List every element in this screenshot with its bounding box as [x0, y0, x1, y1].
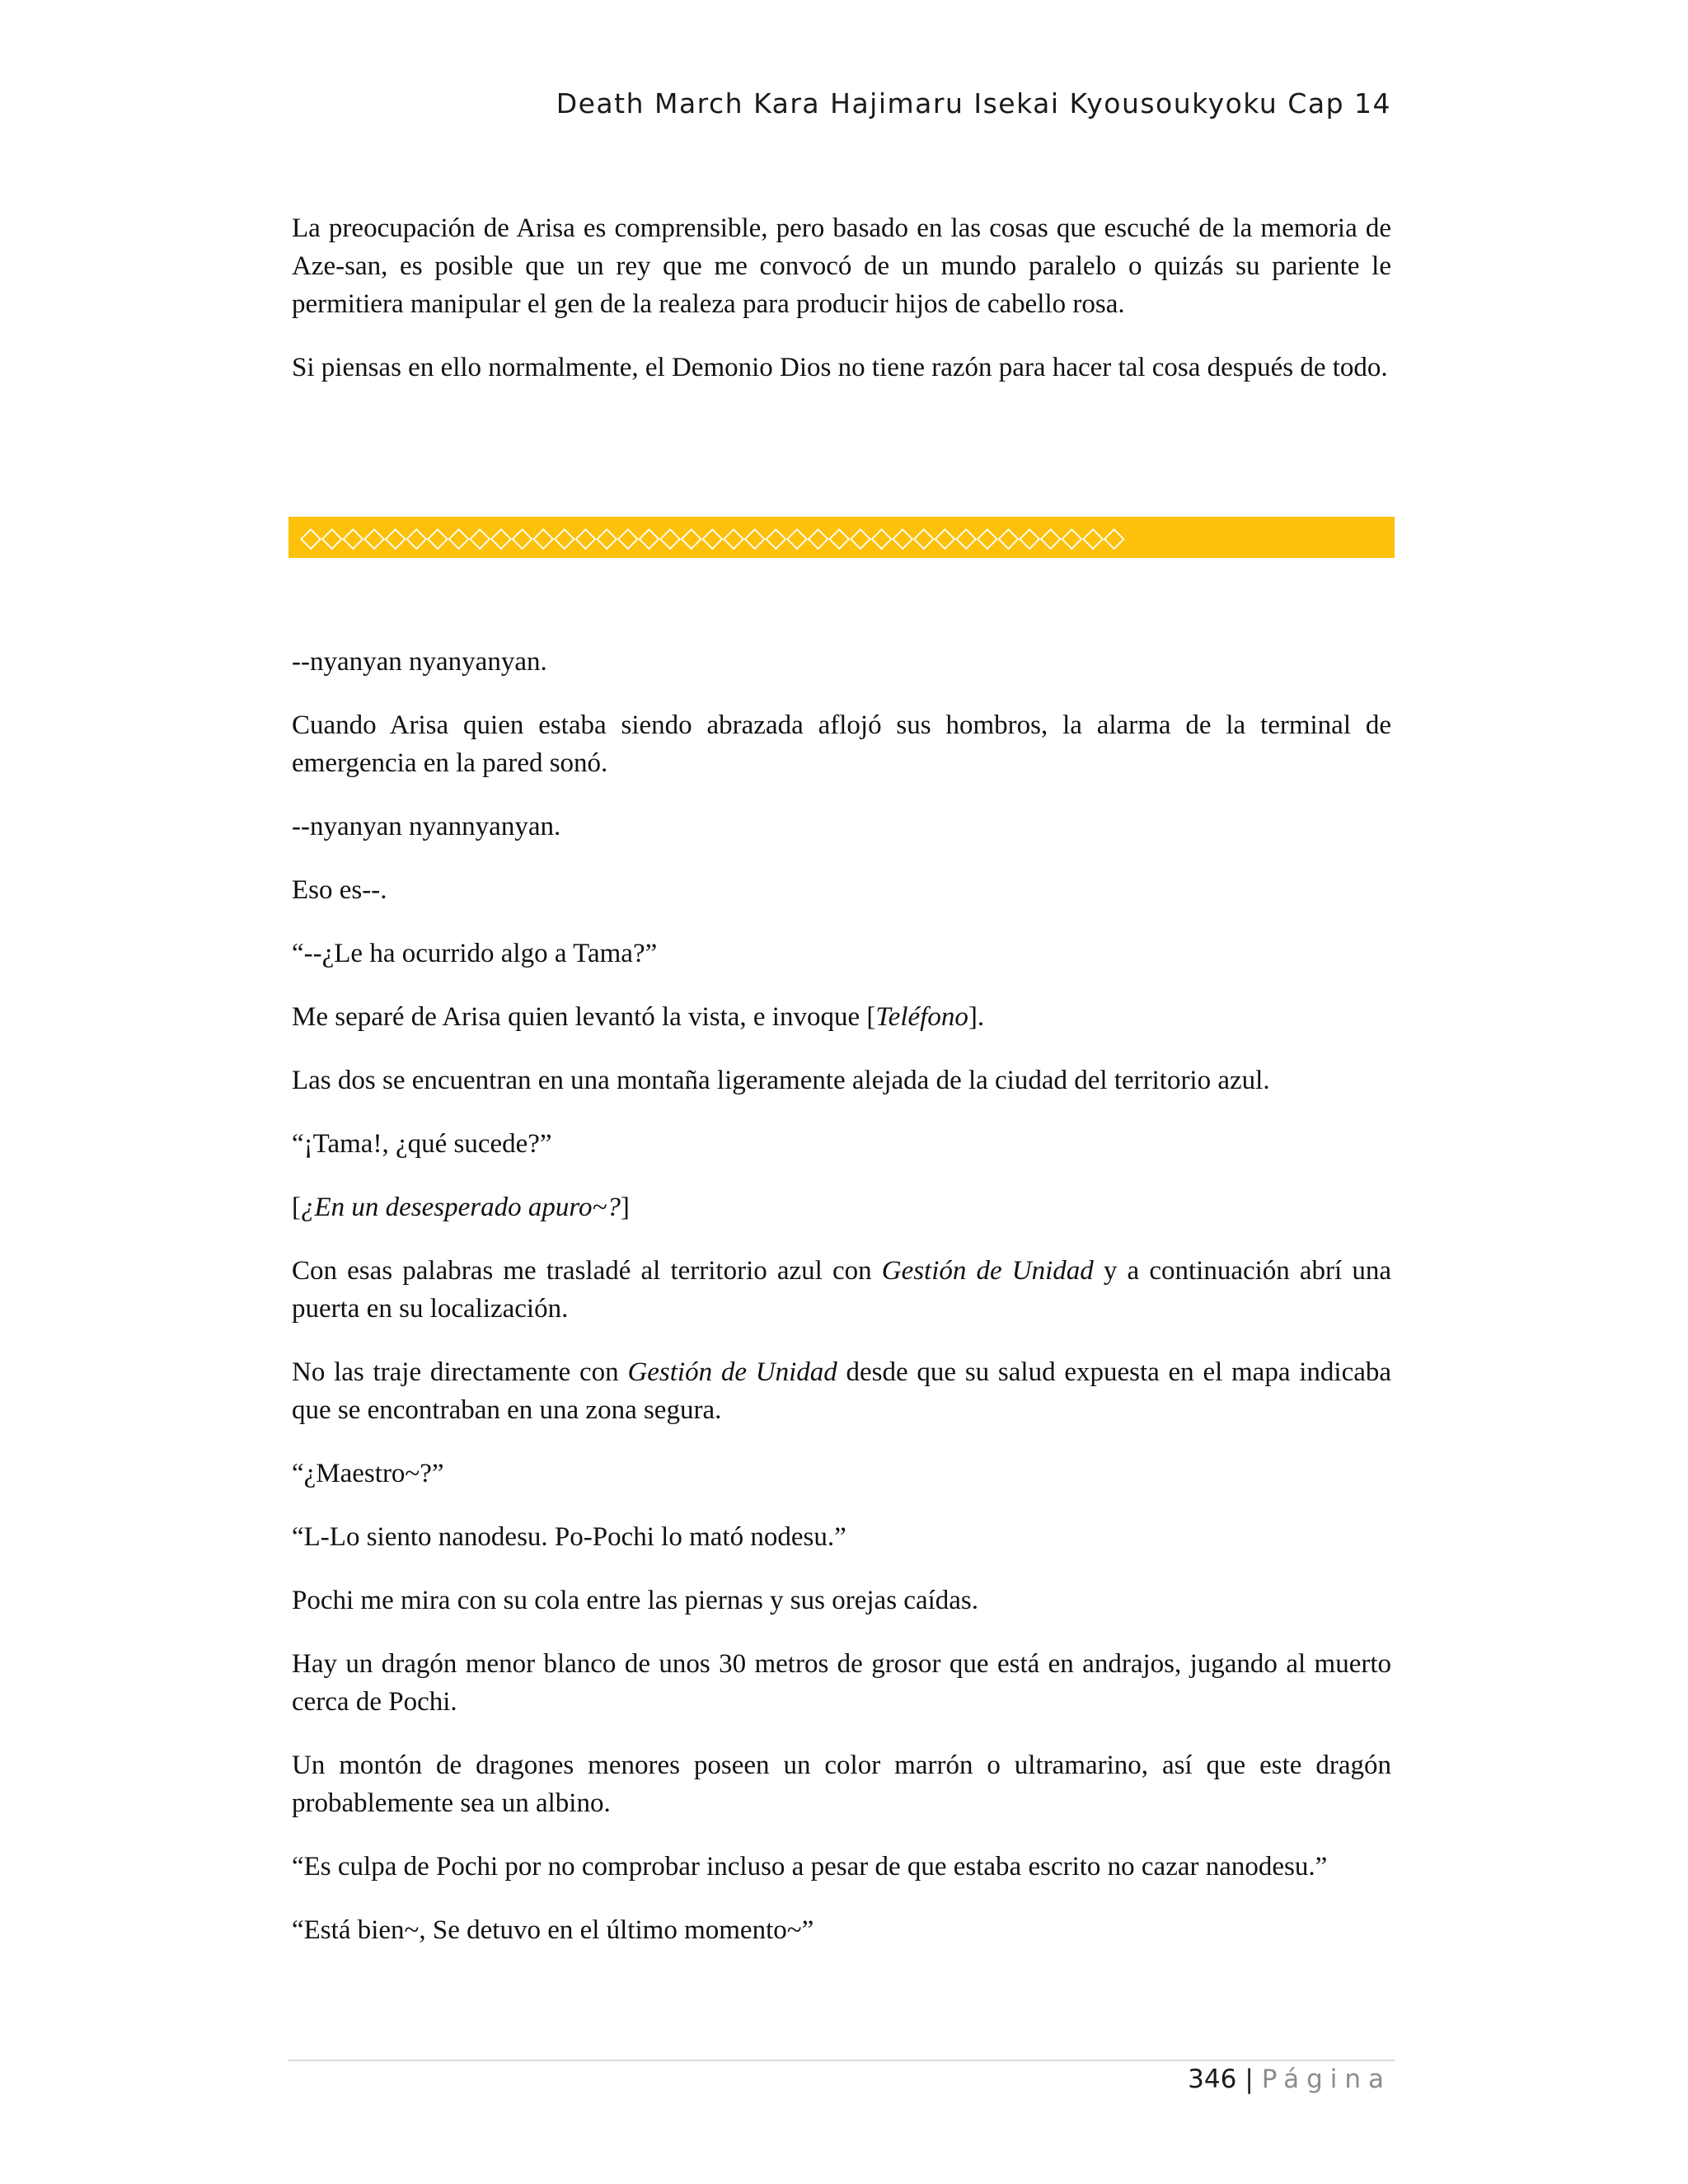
paragraph	[292, 1353, 1391, 1429]
paragraph: Un montón de dragones menores poseen un color marrón o ultramarino, así que este dragón probablemente sea un albino.	[292, 1750, 1391, 1818]
page-label: Página	[1261, 2064, 1391, 2094]
footer-divider	[288, 2060, 1395, 2061]
italic-term: Gestión de Unidad	[627, 1357, 837, 1387]
page-footer	[292, 2064, 1391, 2094]
paragraph: Cuando Arisa quien estaba siendo abrazada aflojó sus hombros, la alarma de la terminal de emergencia en la pared sonó.	[292, 710, 1391, 778]
paragraph: “¿Maestro~?”	[292, 1459, 444, 1488]
paragraph: “L-Lo siento nanodesu. Po-Pochi lo mató nodesu.”	[292, 1522, 846, 1552]
paragraph	[292, 1252, 1391, 1328]
paragraph: Si piensas en ello normalmente, el Demonio Dios no tiene razón para hacer tal cosa después de todo.	[292, 353, 1388, 382]
footer-separator: |	[1245, 2064, 1254, 2094]
italic-term: Gestión de Unidad	[881, 1256, 1094, 1286]
italic-term: Teléfono	[875, 1002, 968, 1032]
paragraph-text: [	[292, 1193, 301, 1222]
paragraph-text: Con esas palabras me trasladé al territorio azul con	[292, 1256, 882, 1286]
paragraph	[292, 998, 1391, 1036]
paragraph: “Es culpa de Pochi por no comprobar incluso a pesar de que estaba escrito no cazar nanodesu.”	[292, 1852, 1328, 1882]
italic-message: ¿En un desesperado apuro~?	[301, 1193, 621, 1222]
page-number: 346	[1188, 2064, 1237, 2094]
paragraph: La preocupación de Arisa es comprensible, pero basado en las cosas que escuché de la memoria de Aze-san, es posible que un rey que me convocó de un mundo paralelo o quizás su pariente le permitiera manipular el gen de la realeza para producir hijos de cabello rosa.	[292, 213, 1391, 319]
main-text-block	[292, 643, 1391, 1975]
paragraph-text: Me separé de Arisa quien levantó la vista, e invoque [	[292, 1002, 876, 1032]
paragraph-text: y a continuación abrí una puerta en su localización.	[292, 1256, 1391, 1324]
paragraph: “Está bien~, Se detuvo en el último momento~”	[292, 1915, 814, 1945]
paragraph-text: desde que su salud expuesta en el mapa indicaba que se encontraban en una zona segura.	[292, 1357, 1392, 1425]
paragraph-text: ]	[620, 1193, 630, 1222]
paragraph: “¡Tama!, ¿qué sucede?”	[292, 1129, 552, 1159]
paragraph-text: ].	[968, 1002, 985, 1032]
paragraph: Hay un dragón menor blanco de unos 30 metros de grosor que está en andrajos, jugando al muerto cerca de Pochi.	[292, 1649, 1391, 1717]
paragraph: Las dos se encuentran en una montaña ligeramente alejada de la ciudad del territorio azul.	[292, 1066, 1270, 1095]
paragraph: --nyanyan nyanyanyan.	[292, 647, 547, 677]
running-header: Death March Kara Hajimaru Isekai Kyousoukyoku Cap 14	[556, 87, 1391, 120]
paragraph-text: No las traje directamente con	[292, 1357, 628, 1387]
paragraph: “--¿Le ha ocurrido algo a Tama?”	[292, 939, 658, 968]
paragraph: Eso es--.	[292, 875, 387, 905]
paragraph: Pochi me mira con su cola entre las piernas y sus orejas caídas.	[292, 1586, 978, 1615]
scene-break-banner	[288, 517, 1395, 558]
paragraph	[292, 1188, 1391, 1226]
top-text-block	[292, 209, 1391, 412]
diamond-ornament-icon: ◇◇◇◇◇◇◇◇◇◇◇◇◇◇◇◇◇◇◇◇◇◇◇◇◇◇◇◇◇◇◇◇◇◇◇◇◇◇◇	[300, 521, 1125, 554]
paragraph: --nyanyan nyannyanyan.	[292, 812, 561, 841]
